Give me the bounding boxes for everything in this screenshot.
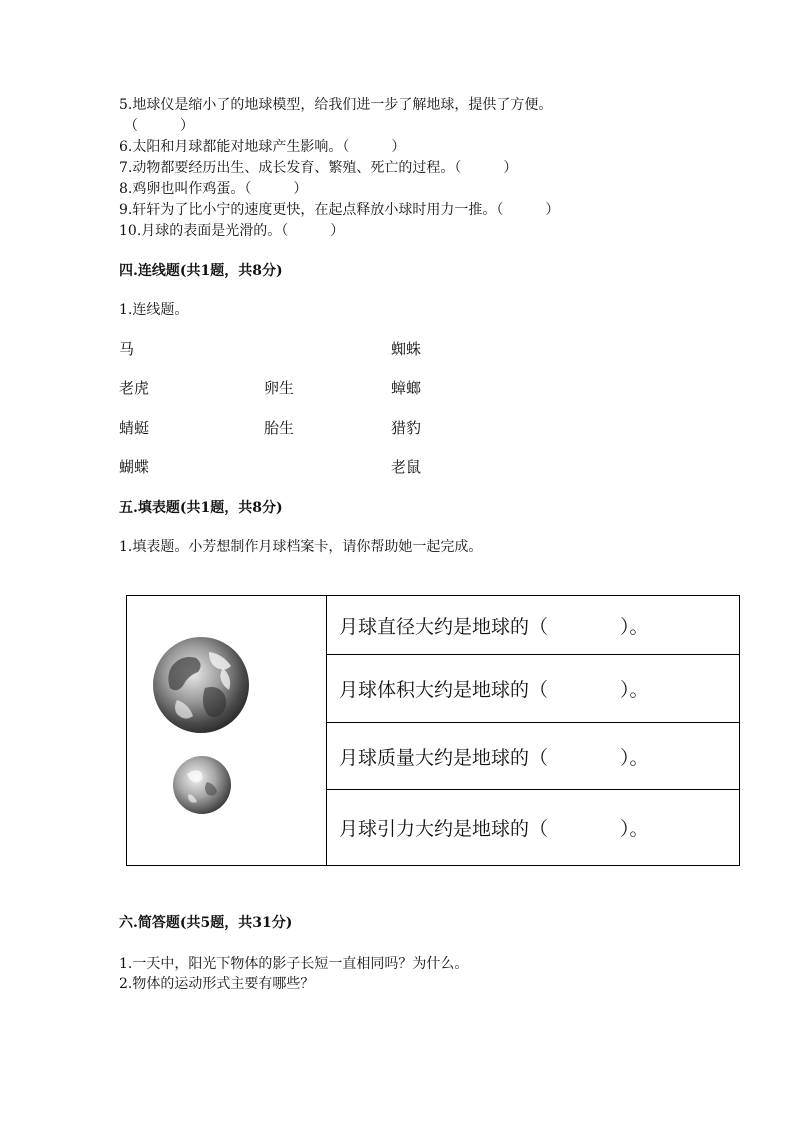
moon-globe-icon <box>173 756 231 814</box>
row-prefix: 月球质量大约是地球的（ <box>339 746 549 769</box>
row-prefix: 月球直径大约是地球的（ <box>339 615 549 638</box>
match-left-item: 老虎 <box>119 379 150 397</box>
match-right-item: 蟑螂 <box>391 379 422 397</box>
earth-moon-image-cell <box>127 596 327 865</box>
section-4-question: 1.连线题。 <box>119 302 189 318</box>
match-right-item: 蜘蛛 <box>391 340 422 358</box>
judgment-item-7: 7.动物都要经历出生、成长发育、繁殖、死亡的过程。（ ） <box>119 160 518 176</box>
judgment-item-8: 8.鸡卵也叫作鸡蛋。（ ） <box>119 181 308 197</box>
table-row-volume <box>327 655 739 723</box>
short-answer-question-1: 1.一天中，阳光下物体的影子长短一直相同吗？为什么。 <box>119 956 469 972</box>
row-suffix: ）。 <box>620 679 649 701</box>
match-left-item: 蜻蜓 <box>119 419 150 437</box>
row-suffix: ）。 <box>620 615 649 638</box>
section-6-title: 六.简答题(共5题，共31分) <box>119 915 293 931</box>
table-row-diameter <box>327 596 739 655</box>
earth-globe-icon <box>153 637 249 733</box>
judgment-item-5: 5.地球仪是缩小了的地球模型，给我们进一步了解地球，提供了方便。 <box>119 97 553 113</box>
row-suffix: ）。 <box>620 818 649 840</box>
short-answer-question-2: 2.物体的运动形式主要有哪些？ <box>119 976 315 992</box>
section-5-question: 1.填表题。小芳想制作月球档案卡，请你帮助她一起完成。 <box>119 539 483 555</box>
match-right-item: 老鼠 <box>391 458 422 476</box>
match-middle-item: 卵生 <box>264 379 295 397</box>
moon-file-table <box>126 595 740 866</box>
section-5-title: 五.填表题(共1题，共8分) <box>119 500 283 516</box>
section-4-title: 四.连线题(共1题，共8分) <box>119 263 283 279</box>
judgment-item-6: 6.太阳和月球都能对地球产生影响。（ ） <box>119 139 406 155</box>
judgment-item-5-blank: （ ） <box>124 118 194 134</box>
row-prefix: 月球体积大约是地球的（ <box>339 679 549 701</box>
table-row-mass <box>327 723 739 790</box>
match-middle-item: 胎生 <box>264 419 295 437</box>
match-right-item: 猎豹 <box>391 419 422 437</box>
judgment-item-10: 10.月球的表面是光滑的。（ ） <box>119 223 345 239</box>
match-left-item: 马 <box>119 340 135 358</box>
table-row-gravity <box>327 790 739 865</box>
judgment-item-9: 9.轩轩为了比小宁的速度更快，在起点释放小球时用力一推。（ ） <box>119 202 560 218</box>
row-prefix: 月球引力大约是地球的（ <box>339 818 549 840</box>
match-left-item: 蝴蝶 <box>119 458 150 476</box>
row-suffix: ）。 <box>620 746 649 769</box>
earth-moon-image <box>127 596 327 865</box>
